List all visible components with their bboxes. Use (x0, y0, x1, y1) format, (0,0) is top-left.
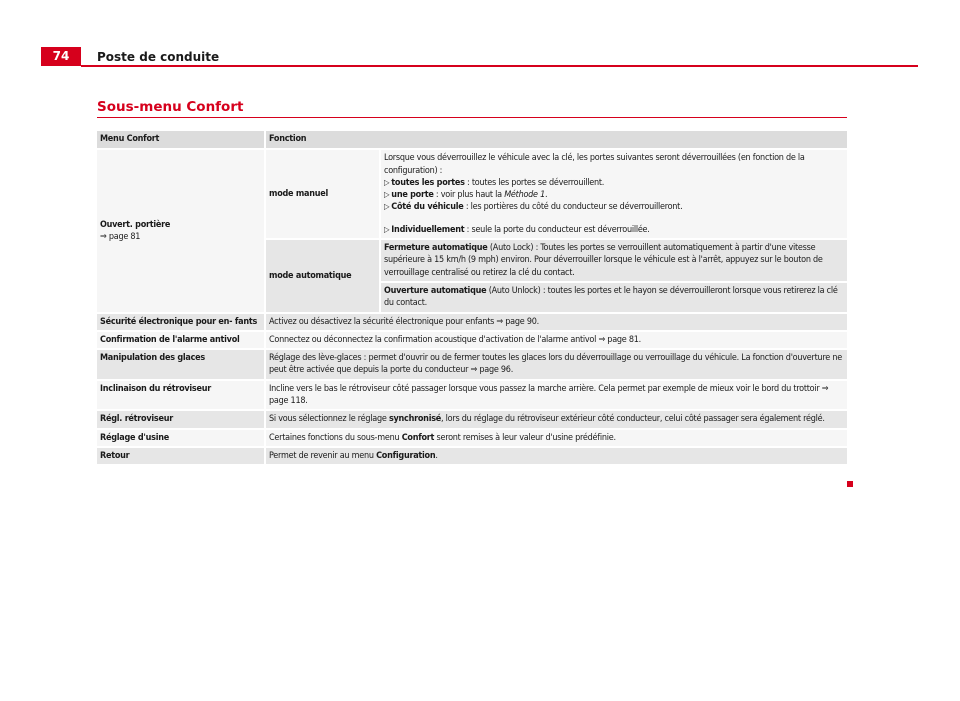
section-title: Sous-menu Confort (97, 99, 244, 115)
manual-mode-description (381, 150, 847, 240)
list-item (384, 189, 844, 201)
back-label: Retour (97, 448, 266, 466)
mirror-tilt-label: Inclinaison du rétroviseur (97, 381, 266, 412)
auto-unlock-text: (Auto Unlock) : toutes les portes et le hayon se déverrouilleront lorsque vous retirerez la clé du contact. (384, 285, 838, 309)
back-text-b: . (435, 450, 438, 461)
alarm-confirm-label: Confirmation de l'alarme antivol (97, 332, 266, 350)
factory-reset-text (266, 430, 847, 448)
auto-unlock-term: Ouverture automatique (384, 285, 487, 296)
table-row (97, 411, 847, 429)
list-item (384, 177, 844, 189)
auto-mode-label: mode automatique (266, 240, 381, 313)
mirror-tilt-text: Incline vers le bas le rétroviseur côté passager lorsque vous passez la marche arrière. Cela permet par exemple de mieux voir le bord du trottoir ⇒ page 118. (266, 381, 847, 412)
table-row (97, 350, 847, 381)
factory-text-b: seront remises à leur valeur d'usine prédéfinie. (434, 432, 616, 443)
option-all-doors: toutes les portes (391, 177, 465, 188)
option-one-door-text: : voir plus haut la (433, 190, 505, 201)
table-row (97, 314, 847, 332)
option-individually: Individuellement (391, 224, 465, 235)
auto-lock-term: Fermeture automatique (384, 243, 488, 254)
windows-text: Réglage des lève-glaces : permet d'ouvrir ou de fermer toutes les glaces lors du déverrouillage ou verrouillage du véhicule. La fonction d'ouverture ne peut être activée que depuis la porte du conducteur ⇒ page 96. (266, 350, 847, 381)
child-safety-text: Activez ou désactivez la sécurité électronique pour enfants ⇒ page 90. (266, 314, 847, 332)
windows-label: Manipulation des glaces (97, 350, 266, 381)
back-text-a: Permet de revenir au menu (269, 450, 377, 461)
manual-mode-label: mode manuel (266, 150, 381, 240)
door-label: Ouvert. portière (100, 219, 171, 230)
mirror-text-a: Si vous sélectionnez le réglage (269, 414, 389, 425)
running-header: Poste de conduite (97, 50, 220, 64)
triangle-bullet-icon: ▷ (384, 177, 390, 187)
option-individually-text: : seule la porte du conducteur est déverrouillée. (464, 224, 650, 235)
mirror-adjust-text (266, 411, 847, 429)
back-term: Configuration (376, 450, 436, 461)
table-row (97, 381, 847, 412)
mirror-term: synchronisé (388, 414, 442, 425)
factory-reset-label: Réglage d'usine (97, 430, 266, 448)
factory-text-a: Certaines fonctions du sous-menu (269, 432, 402, 443)
option-vehicle-side-text: : les portières du côté du conducteur se déverrouilleront. (463, 202, 683, 213)
door-page-ref: ⇒ page 81 (100, 231, 141, 242)
option-one-door: une porte (391, 190, 434, 201)
back-text (266, 448, 847, 466)
auto-lock-text: (Auto Lock) : Toutes les portes se verrouillent automatiquement à partir d'une vitesse supérieure à 15 km/h (9 mph) environ. Pour déverrouiller lorsque le véhicule est à l'arrêt, appuyez sur le bouton de verrouillage centralisé ou retirez la clé du contact. (384, 243, 823, 278)
door-menu-cell (97, 150, 266, 313)
list-item (384, 224, 844, 236)
table-row (97, 448, 847, 466)
method-reference: Méthode 1 (504, 190, 546, 201)
mirror-text-b: , lors du réglage du rétroviseur extérieur côté conducteur, celui côté passager sera également réglé. (441, 414, 825, 425)
manual-intro: Lorsque vous déverrouillez le véhicule avec la clé, les portes suivantes seront déverrouillées (en fonction de la configuration) : (384, 153, 805, 176)
section-end-marker (847, 481, 853, 487)
list-item (384, 201, 844, 213)
table-row (97, 430, 847, 448)
header-function: Fonction (266, 131, 847, 150)
table-header (97, 131, 847, 150)
option-vehicle-side: Côté du véhicule (391, 202, 464, 213)
triangle-bullet-icon: ▷ (384, 190, 390, 200)
auto-lock-description (381, 240, 847, 283)
child-safety-label: Sécurité électronique pour en- fants (97, 314, 266, 332)
comfort-submenu-table (97, 131, 847, 466)
header-rule (81, 65, 918, 67)
mirror-adjust-label: Régl. rétroviseur (97, 411, 266, 429)
triangle-bullet-icon: ▷ (384, 224, 390, 234)
header-menu: Menu Confort (97, 131, 266, 150)
table-row (97, 332, 847, 350)
page-number: 74 (41, 47, 81, 66)
table-row (97, 150, 847, 240)
alarm-confirm-text: Connectez ou déconnectez la confirmation acoustique d'activation de l'alarme antivol ⇒ page 81. (266, 332, 847, 350)
auto-unlock-description (381, 283, 847, 314)
factory-term: Confort (401, 432, 435, 443)
option-one-door-end: . (545, 190, 548, 201)
section-rule (97, 117, 847, 118)
triangle-bullet-icon: ▷ (384, 202, 390, 212)
option-all-doors-text: : toutes les portes se déverrouillent. (464, 177, 605, 188)
